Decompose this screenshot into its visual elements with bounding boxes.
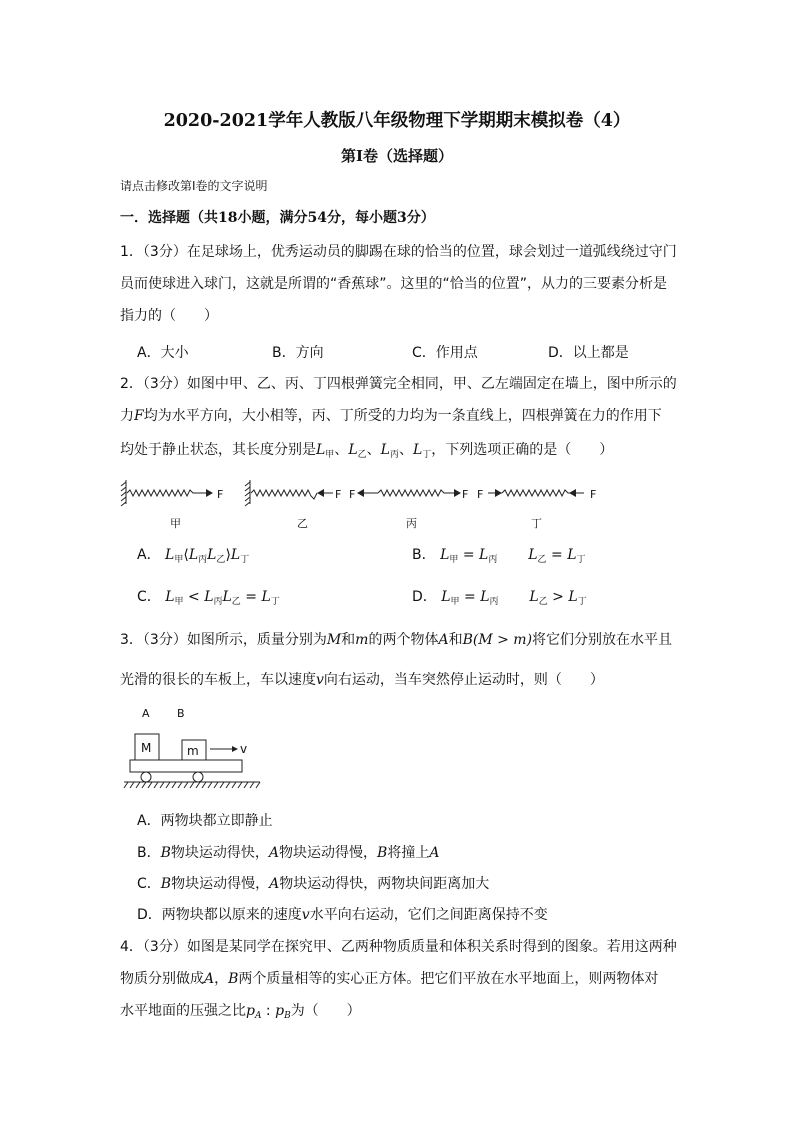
arrow-right-icon xyxy=(454,489,461,497)
force-label: F xyxy=(462,488,469,501)
spring-bing xyxy=(378,490,445,496)
q2-option-a: A． $L_甲⟨L_丙L_乙⟩L_丁$ xyxy=(137,547,250,565)
spring-jia xyxy=(127,490,198,496)
q2-option-c: C． $L_甲 < L_丙L_乙 = L_丁$ xyxy=(137,589,280,607)
edit-note: 请点击修改第Ⅰ卷的文字说明 xyxy=(120,179,268,193)
q2-text: 力 xyxy=(120,408,134,424)
spring-label-yi: 乙 xyxy=(297,517,308,530)
q1-line1: 1．（3分）在足球场上，优秀运动员的脚踢在球的恰当的位置，球会划过一道弧线绕过守门 xyxy=(120,244,677,260)
cart-figure xyxy=(120,702,280,798)
q2-text: ，下列选项正确的是（ ） xyxy=(431,442,614,458)
force-label: F xyxy=(590,488,597,501)
springs-figure xyxy=(118,478,608,536)
arrow-left-icon xyxy=(357,489,364,497)
arrow-right-icon xyxy=(232,746,238,752)
force-label: F xyxy=(477,488,484,501)
arrow-left-icon xyxy=(317,489,324,497)
label-a: A xyxy=(142,707,150,720)
q3-line2: 光滑的很长的车板上，车以速度v向右运动，当车突然停止运动时，则（ ） xyxy=(120,672,604,688)
force-symbol: F xyxy=(134,408,144,424)
force-label: F xyxy=(335,488,342,501)
page-subtitle: 第Ⅰ卷（选择题） xyxy=(340,147,454,165)
q3-option-d: D．两物块都以原来的速度v水平向右运动，它们之间距离保持不变 xyxy=(137,907,548,923)
cart-board xyxy=(130,760,242,772)
q1-line2: 员而使球进入球门，这就是所谓的“香蕉球”。这里的“恰当的位置”，从力的三要素分析是 xyxy=(120,276,668,292)
wheel-right xyxy=(193,772,203,782)
velocity-label: v xyxy=(240,742,248,756)
block-label-big: M xyxy=(141,741,152,755)
q1-option-c: C．作用点 xyxy=(412,345,478,361)
wheel-left xyxy=(141,772,151,782)
arrow-right-icon xyxy=(495,489,502,497)
spring-label-ding: 丁 xyxy=(531,517,542,530)
spring-ding xyxy=(502,490,569,496)
q4-line2: 物质分别做成A，B两个质量相等的实心正方体。把它们平放在水平地面上，则两物体对 xyxy=(120,971,659,987)
page-title: 2020-2021学年人教版八年级物理下学期期末模拟卷（4） xyxy=(163,111,631,131)
arrow-left-icon xyxy=(569,489,576,497)
q3-option-c: C．B物块运动得慢，A物块运动得快，两物块间距离加大 xyxy=(137,876,490,892)
q3-line1: 3．（3分）如图所示，质量分别为M和m的两个物体A和B(M > m)将它们分别放在水平且 xyxy=(120,632,673,648)
q1-option-d: D．以上都是 xyxy=(548,345,629,361)
q4-line1: 4．（3分）如图是某同学在探究甲、乙两种物质质量和体积关系时得到的图象。若用这两种 xyxy=(120,939,677,955)
q2-line3: 均处于静止状态，其长度分别是$L_甲$、$L_乙$、$L_丙$、$L_丁$，下列选项正确的是（ ） xyxy=(120,442,614,460)
label-b: B xyxy=(177,707,185,720)
spring-label-bing: 丙 xyxy=(406,517,417,530)
q1-option-b: B．方向 xyxy=(272,345,324,361)
arrow-right-icon xyxy=(206,489,213,497)
force-label: F xyxy=(217,488,224,501)
q2-option-d: D． $L_甲 = L_丙$ $L_乙 > L_丁$ xyxy=(412,589,587,607)
q1-option-a: A．大小 xyxy=(137,345,189,361)
q2-line2 xyxy=(120,405,662,425)
block-label-small: m xyxy=(187,744,199,758)
q2-text: 均处于静止状态，其长度分别是 xyxy=(120,442,316,458)
q2-option-b: B． $L_甲 = L_丙$ $L_乙 = L_丁$ xyxy=(412,547,586,565)
q2-text: 均为水平方向，大小相等，丙、丁所受的力均为一条直线上，四根弹簧在力的作用下 xyxy=(143,408,662,424)
spring-label-jia: 甲 xyxy=(170,517,181,530)
section-heading: 一．选择题（共18小题，满分54分，每小题3分） xyxy=(120,210,435,226)
force-label: F xyxy=(349,488,356,501)
q4-line3: 水平地面的压强之比$p_A$ : $p_B$为（ ） xyxy=(120,1003,361,1021)
q1-line3: 指力的（ ） xyxy=(120,308,218,324)
q2-line1: 2．（3分）如图中甲、乙、丙、丁四根弹簧完全相同，甲、乙左端固定在墙上，图中所示的 xyxy=(120,376,677,392)
q3-option-a: A．两物块都立即静止 xyxy=(137,813,273,829)
spring-yi xyxy=(251,490,317,499)
q3-option-b: B．B物块运动得快，A物块运动得慢，B将撞上A xyxy=(137,845,440,861)
